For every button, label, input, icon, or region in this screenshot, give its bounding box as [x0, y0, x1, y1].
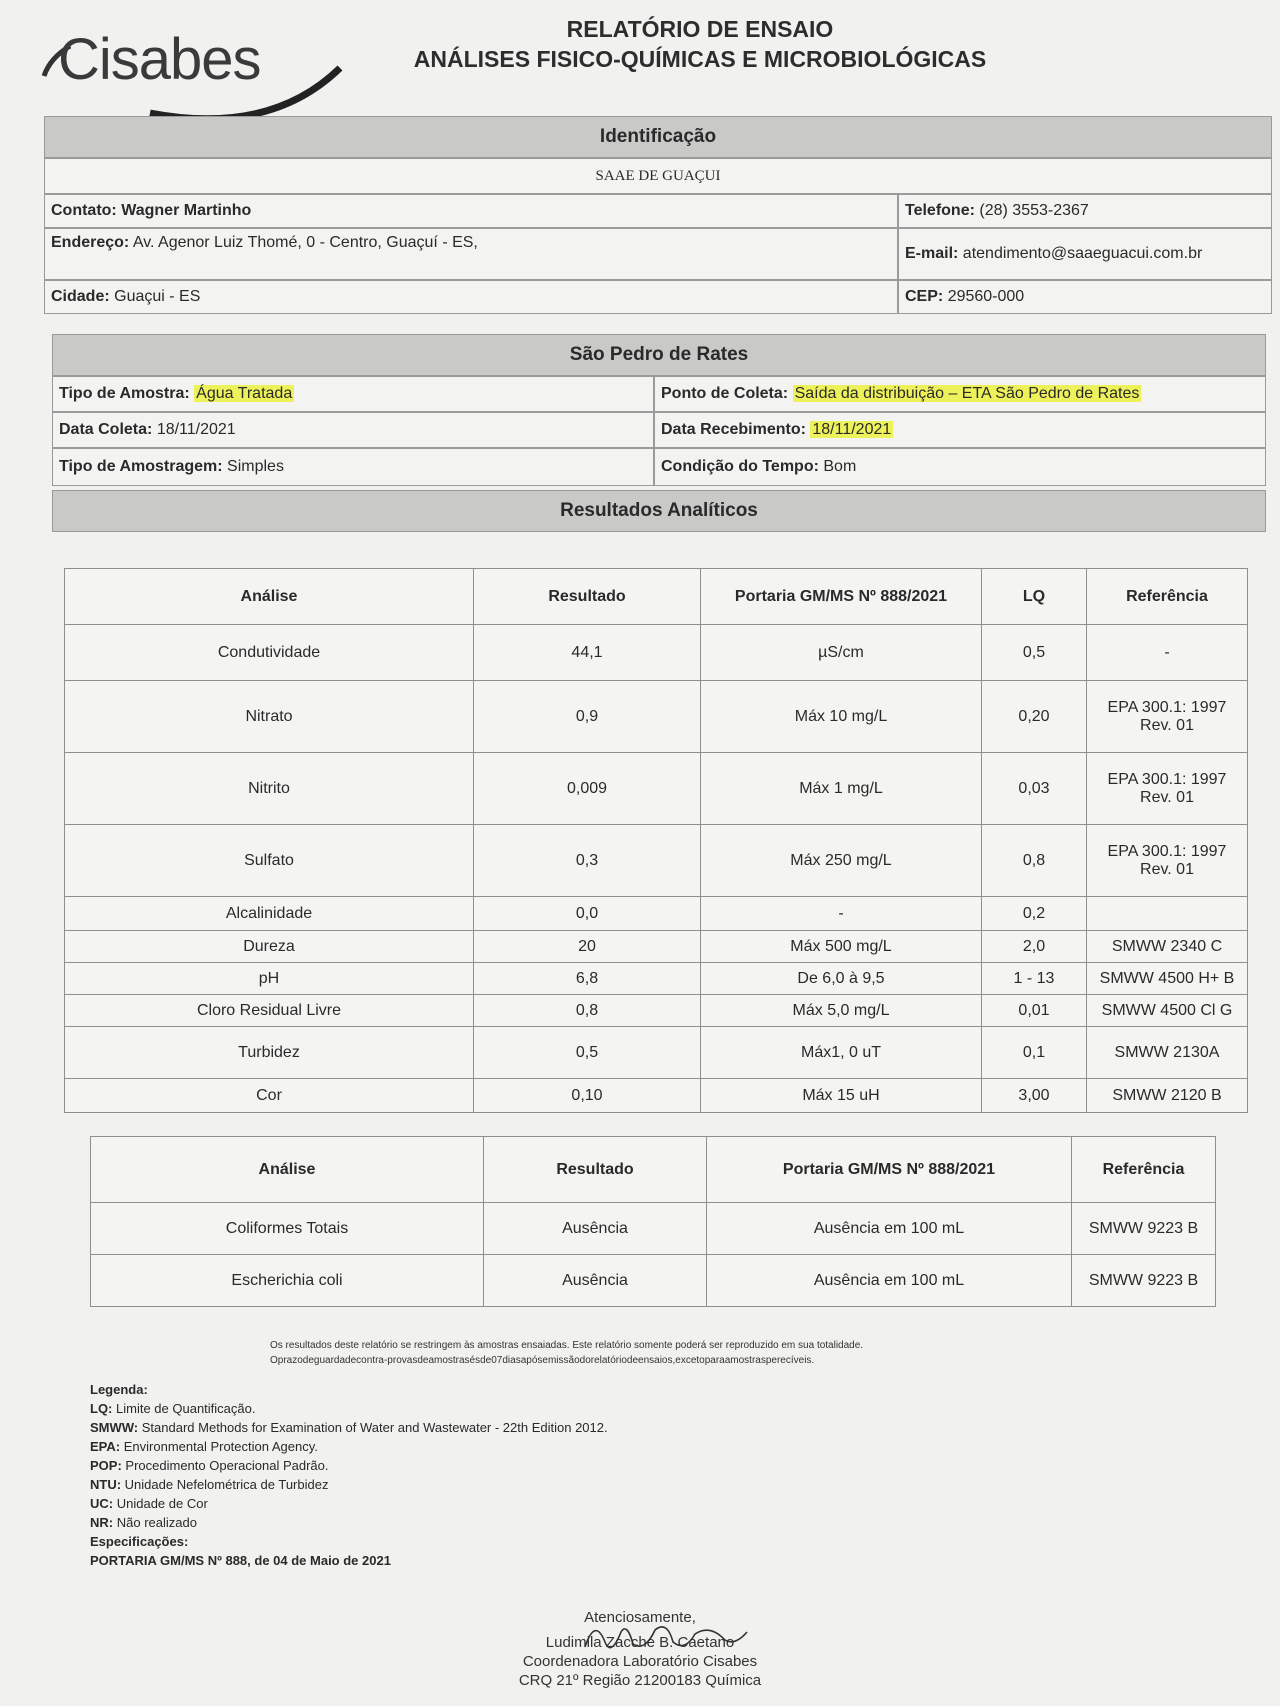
result-row: [65, 681, 1248, 753]
result-valor: 20: [474, 931, 701, 963]
email-value: atendimento@saaeguacui.com.br: [962, 245, 1203, 262]
micro-referencia: SMWW 9223 B: [1072, 1203, 1216, 1255]
result-lq: 0,03: [982, 753, 1087, 825]
legend-abbr: EPA:: [90, 1439, 121, 1454]
sig-name: Ludimila Zacche B. Caetano: [545, 1634, 735, 1651]
tempo-label: Condição do Tempo:: [661, 458, 819, 475]
micro-portaria: Ausência em 100 mL: [707, 1255, 1072, 1307]
result-analise: Turbidez: [65, 1027, 474, 1079]
legend-text: Environmental Protection Agency.: [123, 1439, 318, 1454]
legend-items: [90, 1399, 790, 1532]
report-title-line2: ANÁLISES FISICO-QUÍMICAS E MICROBIOLÓGICAS: [413, 46, 987, 72]
disclaimer: [270, 1338, 1030, 1368]
datas-row: [52, 412, 1266, 448]
legend-item: [90, 1494, 790, 1513]
sig-role: Coordenadora Laboratório Cisabes: [522, 1653, 758, 1670]
amostragem-value: Simples: [227, 458, 284, 475]
micro-row: [91, 1203, 1216, 1255]
micro-body: [91, 1203, 1216, 1307]
identificacao-header: Identificação: [44, 116, 1272, 158]
col-resultado: Resultado: [474, 569, 701, 625]
sig-closing: Atenciosamente,: [584, 1609, 696, 1626]
data-receb-label: Data Recebimento:: [661, 421, 806, 438]
result-analise: Condutividade: [65, 625, 474, 681]
amostragem-row: [52, 448, 1266, 486]
cidade-row: [44, 280, 1272, 314]
tipo-row: [52, 376, 1266, 412]
ponto-value: Saída da distribuição – ETA São Pedro de Rates: [794, 385, 1140, 402]
result-valor: 0,3: [474, 825, 701, 897]
legend: [90, 1380, 790, 1570]
result-referencia: SMWW 4500 Cl G: [1087, 995, 1248, 1027]
legend-abbr: POP:: [90, 1458, 122, 1473]
micro-analise: Escherichia coli: [91, 1255, 484, 1307]
spec-value: PORTARIA GM/MS Nº 888, de 04 de Maio de 2021: [90, 1553, 391, 1568]
micro-portaria: Ausência em 100 mL: [707, 1203, 1072, 1255]
result-lq: 2,0: [982, 931, 1087, 963]
legend-text: Não realizado: [116, 1515, 197, 1530]
result-lq: 0,8: [982, 825, 1087, 897]
result-analise: pH: [65, 963, 474, 995]
ponto-label: Ponto de Coleta:: [661, 385, 789, 402]
legend-item: [90, 1399, 790, 1418]
result-row: [65, 995, 1248, 1027]
result-portaria: Máx 5,0 mg/L: [701, 995, 982, 1027]
result-lq: 0,20: [982, 681, 1087, 753]
contato-label: Contato:: [51, 202, 117, 219]
result-valor: 0,9: [474, 681, 701, 753]
result-analise: Nitrito: [65, 753, 474, 825]
identificacao-section: [44, 116, 1272, 314]
col-analise: Análise: [65, 569, 474, 625]
cisabes-logo: [30, 18, 360, 128]
entity-name: SAAE DE GUAÇUI: [44, 158, 1272, 194]
result-lq: 0,2: [982, 897, 1087, 931]
cep-value: 29560-000: [947, 288, 1025, 305]
logo-text: Cisabes: [58, 27, 261, 92]
result-portaria: Máx 500 mg/L: [701, 931, 982, 963]
result-valor: 0,8: [474, 995, 701, 1027]
result-row: [65, 1079, 1248, 1113]
result-portaria: -: [701, 897, 982, 931]
legend-item: [90, 1418, 790, 1437]
micro-col-portaria: Portaria GM/MS Nº 888/2021: [707, 1137, 1072, 1203]
legend-item: [90, 1437, 790, 1456]
result-referencia: SMWW 4500 H+ B: [1087, 963, 1248, 995]
result-valor: 0,5: [474, 1027, 701, 1079]
result-analise: Dureza: [65, 931, 474, 963]
result-row: [65, 753, 1248, 825]
col-portaria: Portaria GM/MS Nº 888/2021: [701, 569, 982, 625]
data-receb-value: 18/11/2021: [812, 421, 892, 438]
legend-text: Unidade de Cor: [116, 1496, 208, 1511]
sig-crq: CRQ 21º Região 21200183 Química: [518, 1672, 762, 1689]
col-referencia: Referência: [1087, 569, 1248, 625]
result-row: [65, 931, 1248, 963]
result-portaria: De 6,0 à 9,5: [701, 963, 982, 995]
legend-text: Limite de Quantificação.: [116, 1401, 256, 1416]
result-referencia: EPA 300.1: 1997 Rev. 01: [1087, 753, 1248, 825]
result-analise: Cloro Residual Livre: [65, 995, 474, 1027]
micro-col-resultado: Resultado: [484, 1137, 707, 1203]
amostra-section: [52, 334, 1266, 532]
result-row: [65, 1027, 1248, 1079]
resultados-header: Resultados Analíticos: [52, 490, 1266, 532]
legend-abbr: SMWW:: [90, 1420, 139, 1435]
result-lq: 1 - 13: [982, 963, 1087, 995]
result-valor: 0,009: [474, 753, 701, 825]
result-row: [65, 825, 1248, 897]
micro-analise: Coliformes Totais: [91, 1203, 484, 1255]
legend-text: Standard Methods for Examination of Water and Wastewater - 22th Edition 2012.: [141, 1420, 608, 1435]
legend-item: [90, 1475, 790, 1494]
results-header-row: [65, 569, 1248, 625]
result-portaria: Máx 250 mg/L: [701, 825, 982, 897]
micro-header-row: [91, 1137, 1216, 1203]
cep-label: CEP:: [905, 288, 944, 305]
cidade-value: Guaçui - ES: [114, 288, 201, 305]
legend-text: Procedimento Operacional Padrão.: [125, 1458, 329, 1473]
micro-col-analise: Análise: [91, 1137, 484, 1203]
col-lq: LQ: [982, 569, 1087, 625]
result-portaria: µS/cm: [701, 625, 982, 681]
result-referencia: -: [1087, 625, 1248, 681]
signature-block: [470, 1608, 810, 1690]
disclaimer-line2: Oprazodeguardadecontra-provasdeamostrasésde07diasapósemissãodorelatóriodeensaios,excetoparaamostrasperecíveis.: [270, 1355, 815, 1366]
tempo-value: Bom: [823, 458, 857, 475]
result-valor: 44,1: [474, 625, 701, 681]
results-table: [64, 568, 1248, 1113]
result-lq: 0,1: [982, 1027, 1087, 1079]
report-title-line1: RELATÓRIO DE ENSAIO: [566, 16, 834, 42]
cidade-label: Cidade:: [51, 288, 110, 305]
endereco-row: [44, 228, 1272, 280]
micro-table: [90, 1136, 1216, 1307]
amostra-header: São Pedro de Rates: [52, 334, 1266, 376]
result-row: [65, 625, 1248, 681]
micro-row: [91, 1255, 1216, 1307]
result-analise: Sulfato: [65, 825, 474, 897]
result-portaria: Máx 15 uH: [701, 1079, 982, 1113]
telefone-label: Telefone:: [905, 202, 975, 219]
data-coleta-label: Data Coleta:: [59, 421, 153, 438]
result-portaria: Máx 10 mg/L: [701, 681, 982, 753]
email-label: E-mail:: [905, 245, 959, 262]
tipo-label: Tipo de Amostra:: [59, 385, 190, 402]
legend-abbr: NTU:: [90, 1477, 122, 1492]
micro-referencia: SMWW 9223 B: [1072, 1255, 1216, 1307]
result-lq: 3,00: [982, 1079, 1087, 1113]
tipo-value: Água Tratada: [196, 385, 293, 402]
result-portaria: Máx1, 0 uT: [701, 1027, 982, 1079]
micro-col-referencia: Referência: [1072, 1137, 1216, 1203]
telefone-value: (28) 3553-2367: [979, 202, 1089, 219]
legend-item: [90, 1513, 790, 1532]
result-referencia: [1087, 897, 1248, 931]
result-referencia: SMWW 2130A: [1087, 1027, 1248, 1079]
result-analise: Nitrato: [65, 681, 474, 753]
micro-valor: Ausência: [484, 1255, 707, 1307]
result-lq: 0,5: [982, 625, 1087, 681]
results-body: [65, 625, 1248, 1113]
result-valor: 0,10: [474, 1079, 701, 1113]
result-referencia: SMWW 2340 C: [1087, 931, 1248, 963]
legend-abbr: NR:: [90, 1515, 114, 1530]
result-valor: 6,8: [474, 963, 701, 995]
micro-valor: Ausência: [484, 1203, 707, 1255]
result-referencia: EPA 300.1: 1997 Rev. 01: [1087, 825, 1248, 897]
legend-title: Legenda:: [90, 1382, 148, 1397]
result-lq: 0,01: [982, 995, 1087, 1027]
disclaimer-line1: Os resultados deste relatório se restringem às amostras ensaiadas. Este relatório somente poderá ser reproduzido em sua totalidade.: [270, 1340, 864, 1351]
result-referencia: SMWW 2120 B: [1087, 1079, 1248, 1113]
legend-item: [90, 1456, 790, 1475]
endereco-value: Av. Agenor Luiz Thomé, 0 - Centro, Guaçuí - ES,: [132, 234, 478, 251]
contato-row: [44, 194, 1272, 228]
contato-value: Wagner Martinho: [121, 202, 252, 219]
endereco-label: Endereço:: [51, 234, 130, 251]
result-row: [65, 897, 1248, 931]
result-portaria: Máx 1 mg/L: [701, 753, 982, 825]
legend-abbr: UC:: [90, 1496, 114, 1511]
result-row: [65, 963, 1248, 995]
legend-text: Unidade Nefelométrica de Turbidez: [124, 1477, 329, 1492]
result-analise: Cor: [65, 1079, 474, 1113]
report-title: [360, 14, 1040, 74]
data-coleta-value: 18/11/2021: [156, 421, 236, 438]
result-referencia: EPA 300.1: 1997 Rev. 01: [1087, 681, 1248, 753]
result-valor: 0,0: [474, 897, 701, 931]
legend-abbr: LQ:: [90, 1401, 113, 1416]
result-analise: Alcalinidade: [65, 897, 474, 931]
spec-title: Especificações:: [90, 1534, 189, 1549]
amostragem-label: Tipo de Amostragem:: [59, 458, 223, 475]
